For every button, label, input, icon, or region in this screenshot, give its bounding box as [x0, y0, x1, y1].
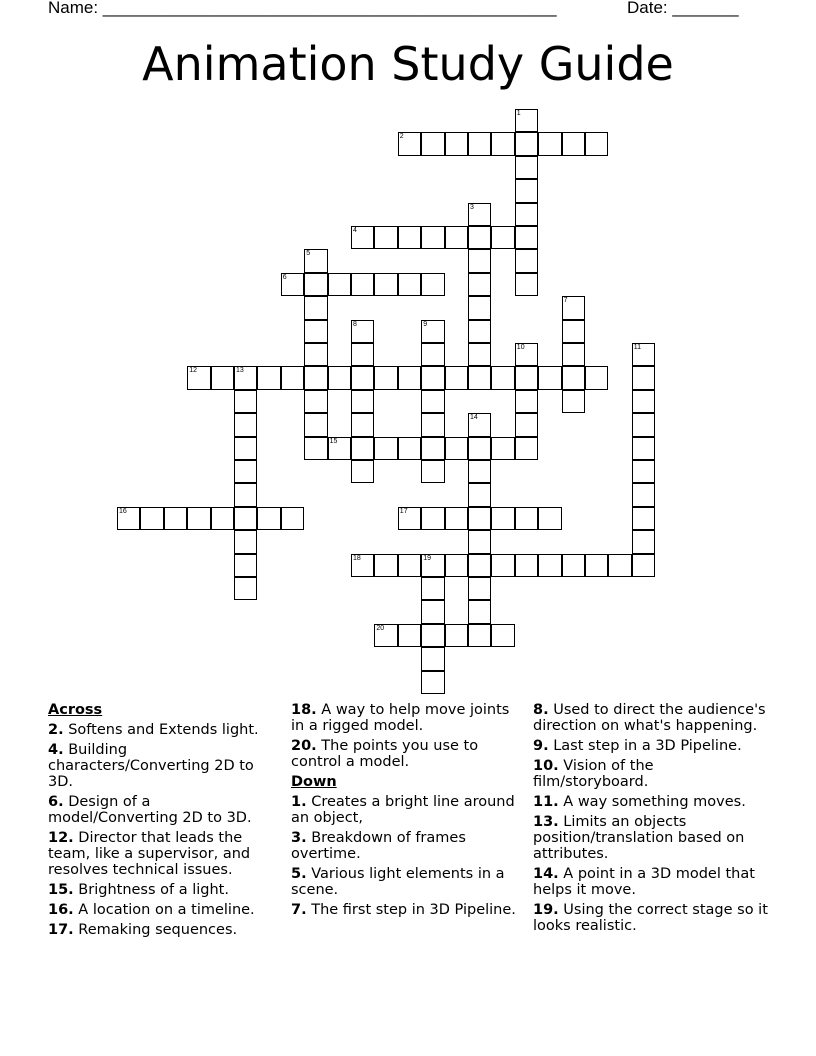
grid-cell[interactable] [398, 273, 421, 296]
grid-cell[interactable] [515, 437, 538, 460]
grid-cell[interactable] [468, 624, 491, 647]
grid-cell[interactable] [491, 624, 514, 647]
grid-cell[interactable] [304, 437, 327, 460]
grid-cell[interactable] [562, 320, 585, 343]
grid-cell[interactable] [515, 226, 538, 249]
grid-cell[interactable] [164, 507, 187, 530]
clue-down-7: 7. The first step in 3D Pipeline. [291, 902, 516, 918]
grid-cell[interactable] [304, 296, 327, 319]
grid-cell[interactable] [304, 320, 327, 343]
grid-cell[interactable] [421, 226, 444, 249]
clue-across-2: 2. Softens and Extends light. [48, 722, 259, 738]
grid-cell[interactable] [351, 273, 374, 296]
clue-number: 12 [189, 367, 197, 375]
grid-cell[interactable] [281, 366, 304, 389]
grid-cell[interactable] [234, 577, 257, 600]
grid-cell[interactable] [445, 226, 468, 249]
grid-cell[interactable] [234, 483, 257, 506]
grid-cell[interactable] [468, 249, 491, 272]
clues-column-2 [291, 702, 521, 922]
grid-cell[interactable] [421, 600, 444, 623]
clue-across-6: 6. Design of a model/Converting 2D to 3D. [48, 794, 252, 826]
clue-number: 1 [516, 110, 521, 117]
grid-cell[interactable] [632, 460, 655, 483]
clue-number: 17 [399, 507, 408, 515]
grid-cell[interactable] [234, 507, 257, 530]
grid-cell[interactable] [468, 577, 491, 600]
grid-cell[interactable] [328, 273, 351, 296]
clue-number: 20 [376, 624, 385, 632]
clue-down-13: 13. Limits an objects position/translation based on attributes. [533, 814, 745, 862]
grid-cell[interactable] [491, 366, 514, 389]
grid-cell[interactable] [632, 437, 655, 460]
grid-cell[interactable] [468, 226, 491, 249]
clue-number: 10 [516, 344, 525, 351]
clues-column-1 [48, 702, 274, 942]
grid-cell[interactable] [234, 437, 257, 460]
grid-cell[interactable] [468, 437, 491, 460]
grid-cell[interactable] [421, 366, 444, 389]
grid-cell[interactable] [140, 507, 163, 530]
clue-across-16: 16. A location on a timeline. [48, 902, 255, 918]
grid-cell[interactable] [538, 366, 561, 389]
grid-cell[interactable] [351, 320, 374, 343]
grid-cell[interactable] [468, 530, 491, 553]
clue-number: 8 [353, 320, 357, 328]
grid-cell[interactable] [257, 366, 280, 389]
grid-cell[interactable] [374, 624, 397, 647]
grid-cell[interactable] [445, 554, 468, 577]
grid-cell[interactable] [538, 507, 561, 530]
clue-across-17: 17. Remaking sequences. [48, 922, 238, 938]
clue-across-20: 20. The points you use to control a model. [291, 738, 479, 770]
grid-cell[interactable] [515, 366, 538, 389]
grid-cell[interactable] [421, 507, 444, 530]
grid-cell[interactable] [515, 343, 538, 366]
grid-cell[interactable] [515, 179, 538, 202]
grid-cell[interactable] [211, 366, 234, 389]
grid-cell[interactable] [515, 273, 538, 296]
grid-cell[interactable] [304, 273, 327, 296]
grid-cell[interactable] [421, 437, 444, 460]
clue-down-1: 1. Creates a bright line around an object, [291, 794, 515, 826]
grid-cell[interactable] [234, 530, 257, 553]
grid-cell[interactable] [211, 507, 234, 530]
grid-cell[interactable] [234, 460, 257, 483]
grid-cell[interactable] [398, 366, 421, 389]
clue-number: 11 [633, 344, 642, 351]
grid-cell[interactable] [585, 366, 608, 389]
grid-cell[interactable] [632, 507, 655, 530]
grid-cell[interactable] [562, 132, 585, 155]
grid-cell[interactable] [515, 132, 538, 155]
grid-cell[interactable] [234, 366, 257, 389]
clues-column-3 [533, 702, 768, 938]
grid-cell[interactable] [515, 249, 538, 272]
grid-cell[interactable] [398, 437, 421, 460]
grid-cell[interactable] [562, 390, 585, 413]
clue-number: 2 [399, 133, 404, 141]
clue-down-9: 9. Last step in a 3D Pipeline. [533, 738, 742, 754]
grid-cell[interactable] [515, 203, 538, 226]
clue-across-4: 4. Building characters/Converting 2D to 3D. [48, 742, 254, 790]
grid-cell[interactable] [445, 437, 468, 460]
grid-cell[interactable] [585, 132, 608, 155]
grid-cell[interactable] [445, 132, 468, 155]
grid-cell[interactable] [491, 132, 514, 155]
clue-across-15: 15. Brightness of a light. [48, 882, 229, 898]
grid-cell[interactable] [468, 296, 491, 319]
clue-number: 5 [306, 250, 311, 258]
grid-cell[interactable] [421, 343, 444, 366]
grid-cell[interactable] [538, 132, 561, 155]
grid-cell[interactable] [515, 390, 538, 413]
grid-cell[interactable] [608, 554, 631, 577]
grid-cell[interactable] [515, 156, 538, 179]
grid-cell[interactable] [398, 132, 421, 155]
grid-cell[interactable] [468, 600, 491, 623]
clue-down-8: 8. Used to direct the audience's direction on what's happening. [533, 702, 766, 734]
grid-cell[interactable] [468, 507, 491, 530]
grid-cell[interactable] [491, 554, 514, 577]
clue-down-11: 11. A way something moves. [533, 794, 746, 810]
grid-cell[interactable] [562, 366, 585, 389]
grid-cell[interactable] [468, 413, 491, 436]
grid-cell[interactable] [468, 203, 491, 226]
clue-down-3: 3. Breakdown of frames overtime. [291, 830, 466, 862]
grid-cell[interactable] [468, 273, 491, 296]
grid-cell[interactable] [374, 554, 397, 577]
grid-cell[interactable] [351, 226, 374, 249]
grid-cell[interactable] [468, 554, 491, 577]
grid-cell[interactable] [234, 554, 257, 577]
grid-cell[interactable] [632, 483, 655, 506]
date-field-label[interactable]: Date: _______ [627, 0, 739, 17]
clue-number: 14 [470, 414, 478, 422]
grid-cell[interactable] [421, 320, 444, 343]
clue-number: 7 [563, 297, 568, 305]
grid-cell[interactable] [351, 390, 374, 413]
grid-cell[interactable] [234, 390, 257, 413]
grid-cell[interactable] [421, 647, 444, 670]
grid-cell[interactable] [398, 507, 421, 530]
grid-cell[interactable] [562, 554, 585, 577]
grid-cell[interactable] [351, 554, 374, 577]
grid-cell[interactable] [468, 483, 491, 506]
clue-number: 4 [353, 227, 357, 234]
grid-cell[interactable] [421, 390, 444, 413]
clue-down-5: 5. Various light elements in a scene. [291, 866, 505, 898]
grid-cell[interactable] [632, 530, 655, 553]
grid-cell[interactable] [304, 249, 327, 272]
grid-cell[interactable] [468, 132, 491, 155]
grid-cell[interactable] [304, 343, 327, 366]
grid-cell[interactable] [421, 671, 444, 694]
grid-cell[interactable] [515, 109, 538, 132]
grid-cell[interactable] [328, 437, 351, 460]
grid-cell[interactable] [421, 554, 444, 577]
grid-cell[interactable] [351, 437, 374, 460]
clue-down-19: 19. Using the correct stage so it looks realistic. [533, 902, 768, 934]
down-heading: Down [291, 774, 337, 790]
clue-number: 19 [423, 554, 431, 562]
grid-cell[interactable] [257, 507, 280, 530]
grid-cell[interactable] [468, 460, 491, 483]
crossword-grid [117, 109, 655, 694]
grid-cell[interactable] [374, 437, 397, 460]
grid-cell[interactable] [632, 343, 655, 366]
clue-number: 13 [236, 367, 244, 375]
grid-cell[interactable] [515, 507, 538, 530]
grid-cell[interactable] [515, 554, 538, 577]
clue-number: 18 [353, 554, 361, 562]
grid-cell[interactable] [491, 226, 514, 249]
grid-cell[interactable] [281, 507, 304, 530]
grid-cell[interactable] [374, 226, 397, 249]
grid-cell[interactable] [281, 273, 304, 296]
grid-cell[interactable] [304, 366, 327, 389]
grid-cell[interactable] [632, 413, 655, 436]
clue-across-18: 18. A way to help move joints in a rigged model. [291, 702, 510, 734]
grid-cell[interactable] [351, 460, 374, 483]
grid-cell[interactable] [187, 366, 210, 389]
grid-cell[interactable] [538, 554, 561, 577]
clue-number: 3 [470, 203, 474, 211]
clue-number: 15 [329, 437, 338, 445]
clue-number: 9 [423, 320, 428, 328]
grid-cell[interactable] [421, 273, 444, 296]
grid-cell[interactable] [304, 390, 327, 413]
clue-number: 16 [119, 507, 127, 515]
grid-cell[interactable] [632, 554, 655, 577]
grid-cell[interactable] [491, 507, 514, 530]
grid-cell[interactable] [632, 390, 655, 413]
grid-cell[interactable] [421, 413, 444, 436]
grid-cell[interactable] [234, 413, 257, 436]
grid-cell[interactable] [187, 507, 210, 530]
grid-cell[interactable] [421, 577, 444, 600]
grid-cell[interactable] [468, 366, 491, 389]
grid-cell[interactable] [562, 296, 585, 319]
grid-cell[interactable] [351, 413, 374, 436]
grid-cell[interactable] [304, 413, 327, 436]
grid-cell[interactable] [445, 624, 468, 647]
page-title: Animation Study Guide [142, 37, 674, 91]
clue-down-14: 14. A point in a 3D model that helps it move. [533, 866, 755, 898]
clue-across-12: 12. Director that leads the team, like a supervisor, and resolves technical issues. [48, 830, 251, 878]
grid-cell[interactable] [351, 366, 374, 389]
grid-cell[interactable] [421, 132, 444, 155]
grid-cell[interactable] [374, 273, 397, 296]
grid-cell[interactable] [445, 366, 468, 389]
clue-down-10: 10. Vision of the film/storyboard. [533, 758, 654, 790]
grid-cell[interactable] [398, 624, 421, 647]
grid-cell[interactable] [515, 413, 538, 436]
grid-cell[interactable] [398, 554, 421, 577]
grid-cell[interactable] [117, 507, 140, 530]
grid-cell[interactable] [351, 343, 374, 366]
grid-cell[interactable] [328, 366, 351, 389]
clue-number: 6 [282, 273, 287, 281]
grid-cell[interactable] [445, 507, 468, 530]
grid-cell[interactable] [421, 624, 444, 647]
grid-cell[interactable] [491, 437, 514, 460]
grid-cell[interactable] [468, 343, 491, 366]
grid-cell[interactable] [632, 366, 655, 389]
grid-cell[interactable] [421, 460, 444, 483]
name-field-label[interactable]: Name: ________________________________________________ [48, 0, 557, 17]
grid-cell[interactable] [468, 320, 491, 343]
grid-cell[interactable] [562, 343, 585, 366]
grid-cell[interactable] [374, 366, 397, 389]
grid-cell[interactable] [585, 554, 608, 577]
across-heading: Across [48, 702, 103, 718]
grid-cell[interactable] [398, 226, 421, 249]
